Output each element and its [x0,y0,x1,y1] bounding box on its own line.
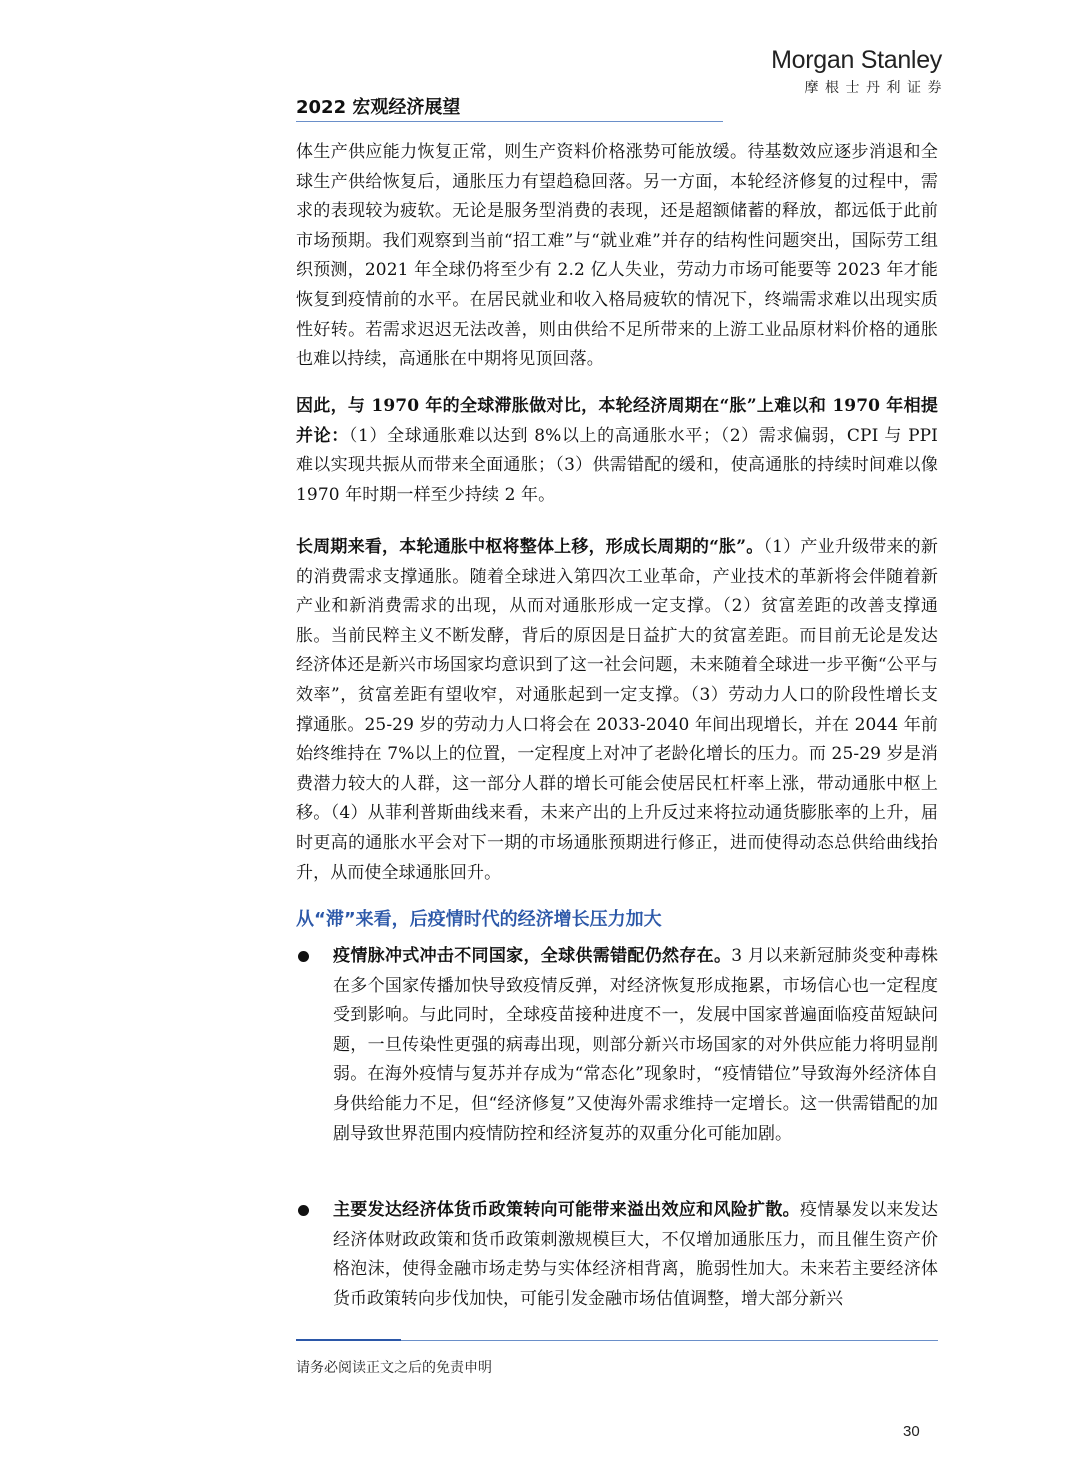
paragraph-long-cycle [296,533,938,888]
bullet-lead-bold: 疫情脉冲式冲击不同国家，全球供需错配仍然存在。 [333,946,732,966]
company-logo [771,46,948,97]
disclaimer-text: 请务必阅读正文之后的免责申明 [296,1360,492,1376]
bullet-dot-icon [298,1205,309,1216]
logo-chinese: 摩根士丹利证券 [804,80,948,96]
logo-english: Morgan Stanley [771,46,942,74]
paragraph-inflation-outlook: 体生产供应能力恢复正常，则生产资料价格涨势可能放缓。待基数效应逐步消退和全球生产供给恢复后，通胀压力有望趋稳回落。另一方面，本轮经济修复的过程中，需求的表现较为疲软。无论是服务型消费的表现，还是超额储蓄的释放，都远低于此前市场预期。我们观察到当前“招工难”与“就业难”并存的结构性问题突出，国际劳工组织预测，2021 年全球仍将至少有 2.2 亿人失业，劳动力市场可能要等 2023 年才能恢复到疫情前的水平。在居民就业和收入格局疲软的情况下，终端需求难以出现实质性好转。若需求迟迟无法改善，则由供给不足所带来的上游工业品原材料价格的通胀也难以持续，高通胀在中期将见顶回落。 [296,142,938,370]
bullet-dot-icon [298,951,309,962]
bullet-text [333,942,938,1149]
paragraph-1970-comparison [296,392,938,510]
paragraph-lead-bold: 长周期来看，本轮通胀中枢将整体上移，形成长周期的“胀”。 [296,537,764,557]
bullet-text [333,1196,938,1314]
section-heading: 从“滞”来看，后疫情时代的经济增长压力加大 [296,909,662,930]
bullet-body: 疫情暴发以来发达经济体财政政策和货币政策刺激规模巨大，不仅增加通胀压力，而且催生资产价格泡沫，使得金融市场走势与实体经济相背离，脆弱性加大。未来若主要经济体货币政策转向步伐加快，可能引发金融市场估值调整，增大部分新兴 [333,1200,939,1309]
paragraph-body: （1）全球通胀难以达到 8%以上的高通胀水平；（2）需求偏弱，CPI 与 PPI 难以实现共振从而带来全面通胀；（3）供需错配的缓和，使高通胀的持续时间难以像 1970 年时期一样至少持续 2 年。 [296,425,938,505]
bullet-item [296,942,938,1149]
report-title: 2022 宏观经济展望 [296,97,461,118]
bullet-body: 3 月以来新冠肺炎变种毒株在多个国家传播加快导致疫情反弹，对经济恢复形成拖累，市场信心也一定程度受到影响。与此同时，全球疫苗接种进度不一，发展中国家普遍面临疫苗短缺问题，一旦传染性更强的病毒出现，则部分新兴市场国家的对外供应能力将明显削弱。在海外疫情与复苏并存成为“常态化”现象时，“疫情错位”导致海外经济体自身供给能力不足，但“经济修复”又使海外需求维持一定增长。这一供需错配的加剧导致世界范围内疫情防控和经济复苏的双重分化可能加剧。 [333,946,938,1144]
paragraph-body: （1）产业升级带来的新的消费需求支撑通胀。随着全球进入第四次工业革命，产业技术的革新将会伴随着新产业和新消费需求的出现，从而对通胀形成一定支撑。（2）贫富差距的改善支撑通胀。当前民粹主义不断发酵，背后的原因是日益扩大的贫富差距。而目前无论是发达经济体还是新兴市场国家均意识到了这一社会问题，未来随着全球进一步平衡“公平与效率”，贫富差距有望收窄，对通胀起到一定支撑。（3）劳动力人口的阶段性增长支撑通胀。25-29 岁的劳动力人口将会在 2033-2040 年间出现增长，并在 2044 年前始终维持在 7%以上的位置，一定程度上对冲了老龄化增长的压力。而 25-29 岁是消费潜力较大的人群，这一部分人群的增长可能会使居民杠杆率上涨，带动通胀中枢上移。（4）从菲利普斯曲线来看，未来产出的上升反过来将拉动通货膨胀率的上升，届时更高的通胀水平会对下一期的市场通胀预期进行修正，进而使得动态总供给曲线抬升，从而使全球通胀回升。 [296,537,938,883]
bullet-item [296,1196,938,1314]
bullet-lead-bold: 主要发达经济体货币政策转向可能带来溢出效应和风险扩散。 [333,1200,800,1220]
footer-divider-accent [296,1339,401,1341]
header-divider [296,121,723,122]
page-number: 30 [903,1423,920,1440]
paragraph-lead-bold: 因此，与 1970 年的全球滞胀做对比，本轮经济周期在“胀”上难以和 1970 年相提并论： [296,396,938,446]
